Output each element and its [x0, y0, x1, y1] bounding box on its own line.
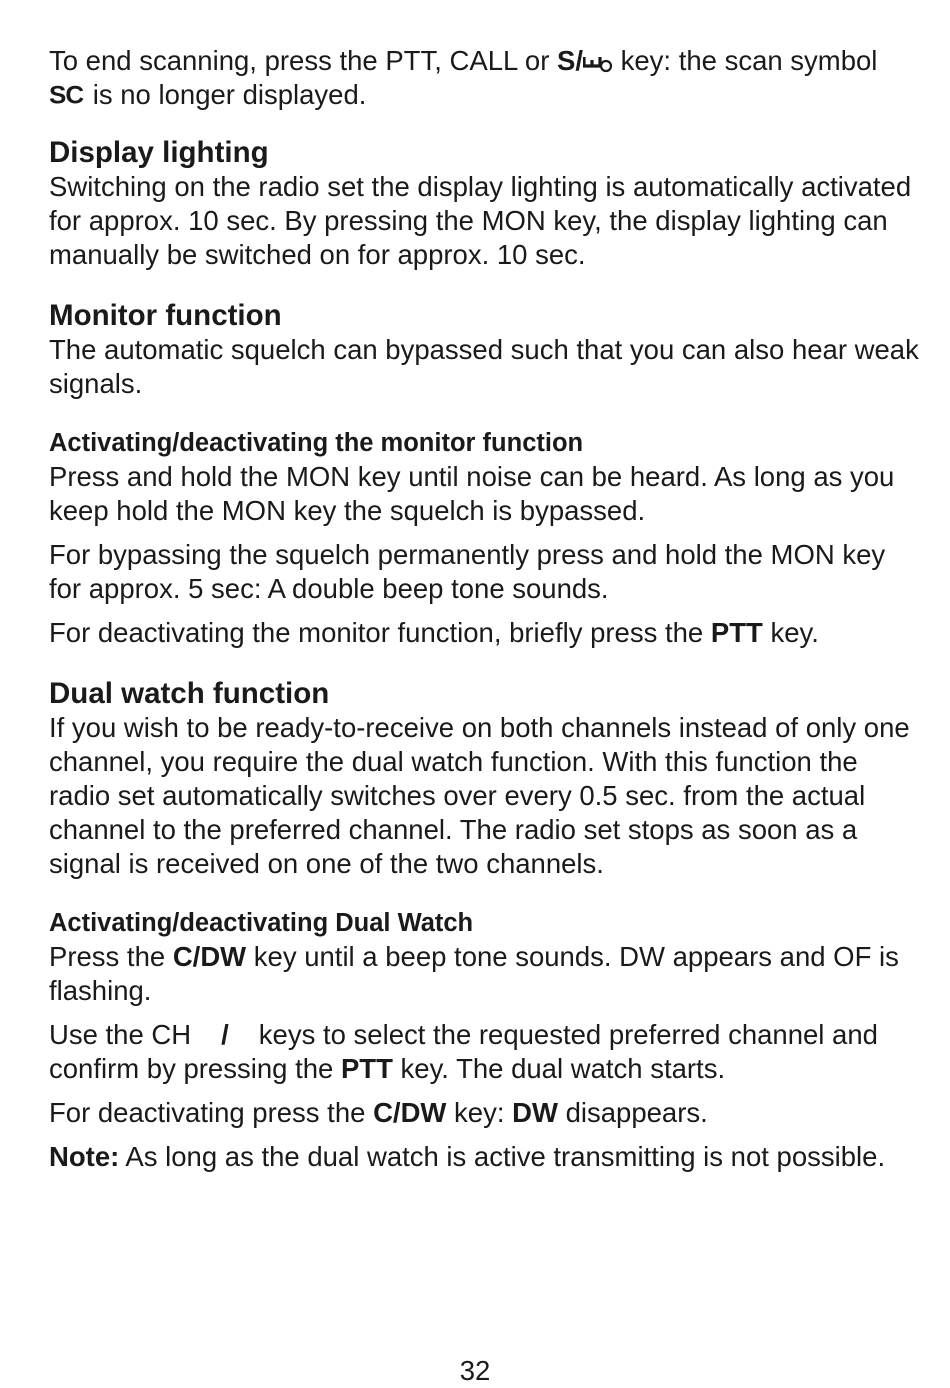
monitor-paragraph-3: For deactivating the monitor function, briefly press the PTT key. [49, 617, 819, 648]
scan-end-paragraph [49, 44, 919, 112]
monitor-function-body: The automatic squelch can bypassed such that you can also hear weak signals. [49, 334, 919, 399]
double-watch-key-icon [583, 52, 613, 74]
dual-watch-paragraph-2: Use the CH / keys to select the requested preferred channel and confirm by pressing the PTT key. The dual watch starts. [49, 1019, 878, 1084]
monitor-function-heading: Monitor function [49, 299, 282, 332]
ptt-key-label: PTT [710, 617, 763, 648]
page-number: 32 [459, 1355, 491, 1386]
ptt-key-label-2: PTT [340, 1053, 393, 1084]
dual-watch-body: If you wish to be ready-to-receive on both channels instead of only one channel, you require the dual watch function. With this function the radio set automatically switches over every 0.5 sec. from the actual channel to the preferred channel. The radio set stops as soon as a signal is received on one of the two channels. [49, 712, 910, 879]
monitor-subheading: Activating/deactivating the monitor function [49, 429, 584, 457]
intro-text-3: is no longer displayed. [85, 79, 367, 110]
dual-watch-subheading: Activating/deactivating Dual Watch [49, 909, 474, 937]
scan-symbol-icon: SC [49, 80, 84, 110]
dual-watch-note: Note: As long as the dual watch is active transmitting is not possible. [49, 1141, 886, 1172]
manual-page [49, 44, 919, 1174]
intro-text-2: key: the scan symbol [612, 45, 878, 76]
intro-text-1: To end scanning, press the PTT, CALL or [49, 45, 557, 76]
dual-watch-paragraph-1: Press the C/DW key until a beep tone sounds. DW appears and OF is flashing. [49, 941, 899, 1006]
dual-watch-heading: Dual watch function [49, 677, 330, 710]
dw-label: DW [512, 1097, 558, 1128]
cdw-key-label-2: C/DW [373, 1097, 447, 1128]
s-key-label: S/ [557, 45, 583, 76]
monitor-paragraph-2: For bypassing the squelch permanently press and hold the MON key for approx. 5 sec: A double beep tone sounds. [49, 539, 886, 604]
ch-slash: / [221, 1019, 229, 1050]
display-lighting-heading: Display lighting [49, 136, 269, 169]
cdw-key-label: C/DW [172, 941, 247, 972]
note-label: Note: [49, 1141, 120, 1172]
display-lighting-body: Switching on the radio set the display lighting is automatically activated for approx. 10 sec. By pressing the MON key, the display lighting can manually be switched on for approx. 10 sec. [49, 171, 912, 270]
dual-watch-paragraph-3: For deactivating press the C/DW key: DW disappears. [49, 1097, 708, 1128]
monitor-paragraph-1: Press and hold the MON key until noise can be heard. As long as you keep hold the MON key the squelch is bypassed. [49, 461, 895, 526]
